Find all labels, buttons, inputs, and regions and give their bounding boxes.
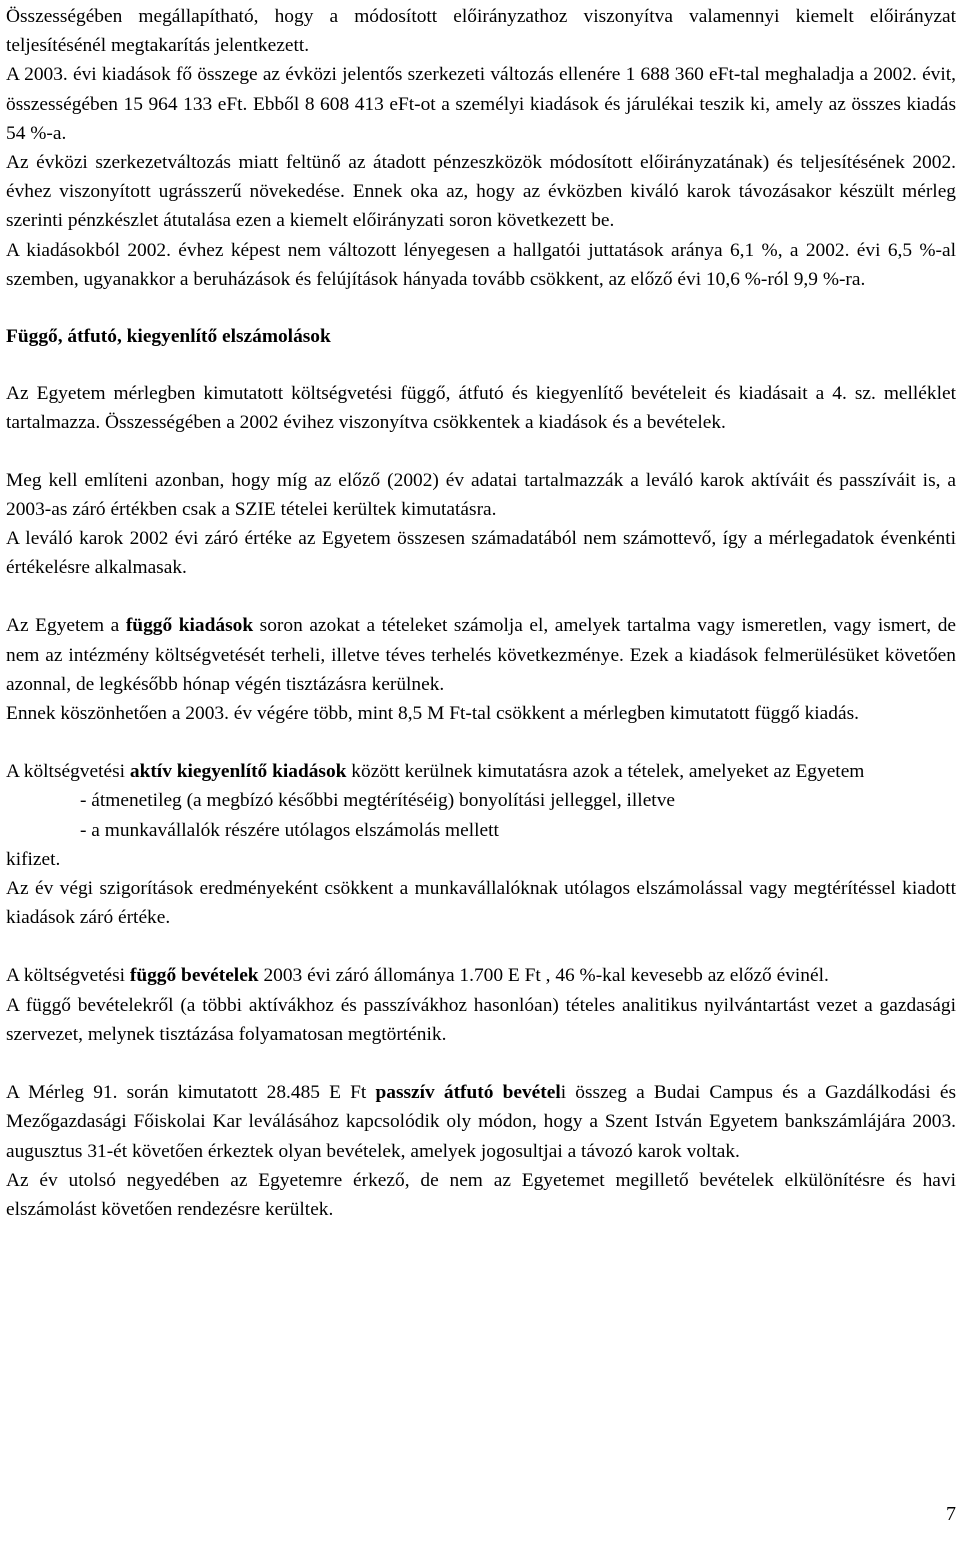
paragraph-year-end-restrictions: Az év végi szigorítások eredményeként csökkent a munkavállalóknak utólagos elszámolással vagy megtérítéssel kiadott kiadások záró értéke.	[6, 878, 956, 929]
list-item: - átmenetileg (a megbízó későbbi megtérítéséig) bonyolítási jelleggel, illetve	[80, 790, 675, 812]
paragraph-summary: Összességében megállapítható, hogy a módosított előirányzathoz viszonyítva valamennyi kiemelt előirányzat teljesítésénél megtakarítás jelentkezett.	[6, 6, 956, 57]
bold-term: függő bevételek	[129, 965, 259, 987]
paragraph-expenditure-ratios: A kiadásokból 2002. évhez képest nem változott lényegesen a hallgatói juttatások aránya 6,1 %, a 2002. évi 6,5 %-al szemben, ugyanakkor a beruházások és felújítások hányada tovább csökkent, az előző évi 10,6 %-ról 9,9 %-ra.	[6, 239, 956, 290]
list-item: - a munkavállalók részére utólagos elszámolás mellett	[80, 819, 499, 841]
paragraph-structural-change: Az évközi szerkezetváltozás miatt feltünő az átadott pénzeszközök módosított előirányzatának) és teljesítésének 2002. évhez viszonyított ugrásszerű növekedése. Ennek oka az, hogy az évközben kiváló karok távozásakor készült mérleg szerinti pénzkészlet átutalása ezen a kiemelt előirányzati soron következett be.	[6, 152, 956, 232]
paragraph-last-quarter: Az év utolsó negyedében az Egyetemre érkező, de nem az Egyetemet megillető bevételek elkülönítésre és havi elszámolást követően rendezésre kerültek.	[6, 1169, 956, 1220]
page-number: 7	[946, 1503, 956, 1525]
text-run: között kerülnek kimutatásra azok a tételek, amelyeket az Egyetem	[346, 761, 865, 783]
paragraph-analytic-records: A függő bevételekről (a többi aktívákhoz és passzívákhoz hasonlóan) tételes analitikus nyilvántartást vezet a gazdasági szervezet, melynek tisztázása folyamatosan megtörténik.	[6, 994, 956, 1045]
paragraph-passive-transit	[6, 1078, 956, 1166]
paragraph-faculty-values: A leváló karok 2002 évi záró értéke az Egyetem összesen számadatából nem számottevő, így a mérlegadatok évenkénti értékelésre alkalmasak.	[6, 528, 956, 579]
text-run: 2003 évi záró állománya 1.700 E Ft , 46 %-kal kevesebb az előző évinél.	[258, 965, 829, 987]
paragraph-active-balancing	[6, 757, 956, 786]
bold-term: függő kiadások	[125, 615, 254, 637]
paragraph-expenditure-total: A 2003. évi kiadások fő összege az évközi jelentős szerkezeti változás ellenére 1 688 360 eFt-tal meghaladja a 2002. évit, összességében 15 964 133 eFt. Ebből 8 608 413 eFt-ot a személyi kiadások és járulékai teszik ki, amely az összes kiadás 54 %-a.	[6, 64, 956, 144]
text-run: A Mérleg 91. során kimutatott 28.485 E Ft	[6, 1082, 376, 1104]
paragraph-pending-revenues	[6, 961, 956, 990]
bold-term: aktív kiegyenlítő kiadások	[129, 761, 347, 783]
text-run: A költségvetési	[6, 761, 130, 783]
text-run: soron azokat a tételeket számolja el, amelyek tartalma vagy ismeretlen, vagy ismert, de nem az intézmény költségvetését terheli, illetve téves terhelés következménye. Ezek a kiadások felmerülésüket követően azonnal, de legkésőbb hónap végén tisztázásra kerülnek.	[6, 615, 956, 695]
document-page	[6, 2, 956, 1224]
paragraph-annex-reference: Az Egyetem mérlegben kimutatott költségvetési függő, átfutó és kiegyenlítő bevételeit és kiadásait a 4. sz. melléklet tartalmazza. Összességében a 2002 évihez viszonyítva csökkentek a kiadások és a bevételek.	[6, 383, 956, 434]
paragraph-pending-expenditures	[6, 611, 956, 699]
text-run: Az Egyetem a	[6, 615, 126, 637]
paragraph-pending-reduction: Ennek köszönhetően a 2003. év végére több, mint 8,5 M Ft-tal csökkent a mérlegben kimutatott függő kiadás.	[6, 703, 859, 725]
text-run: i összeg a Budai Campus és a Gazdálkodási és Mezőgazdasági Főiskolai Kar leválásához kapcsolódik oly módon, hogy a Szent István Egyetem bankszámlájára 2003. augusztus 31-ét követően érkeztek olyan bevételek, amelyek jogosultjai a távozó karok voltak.	[6, 1082, 956, 1162]
paragraph-pays-out: kifizet.	[6, 848, 61, 870]
text-run: A költségvetési	[6, 965, 130, 987]
paragraph-prior-year-data: Meg kell említeni azonban, hogy míg az előző (2002) év adatai tartalmazzák a leváló karok aktíváit és passzíváit is, a 2003-as záró értékben csak a SZIE tételei kerültek kimutatásra.	[6, 469, 956, 520]
bold-term: passzív átfutó bevétel	[375, 1082, 561, 1104]
section-heading: Függő, átfutó, kiegyenlítő elszámolások	[6, 326, 331, 348]
